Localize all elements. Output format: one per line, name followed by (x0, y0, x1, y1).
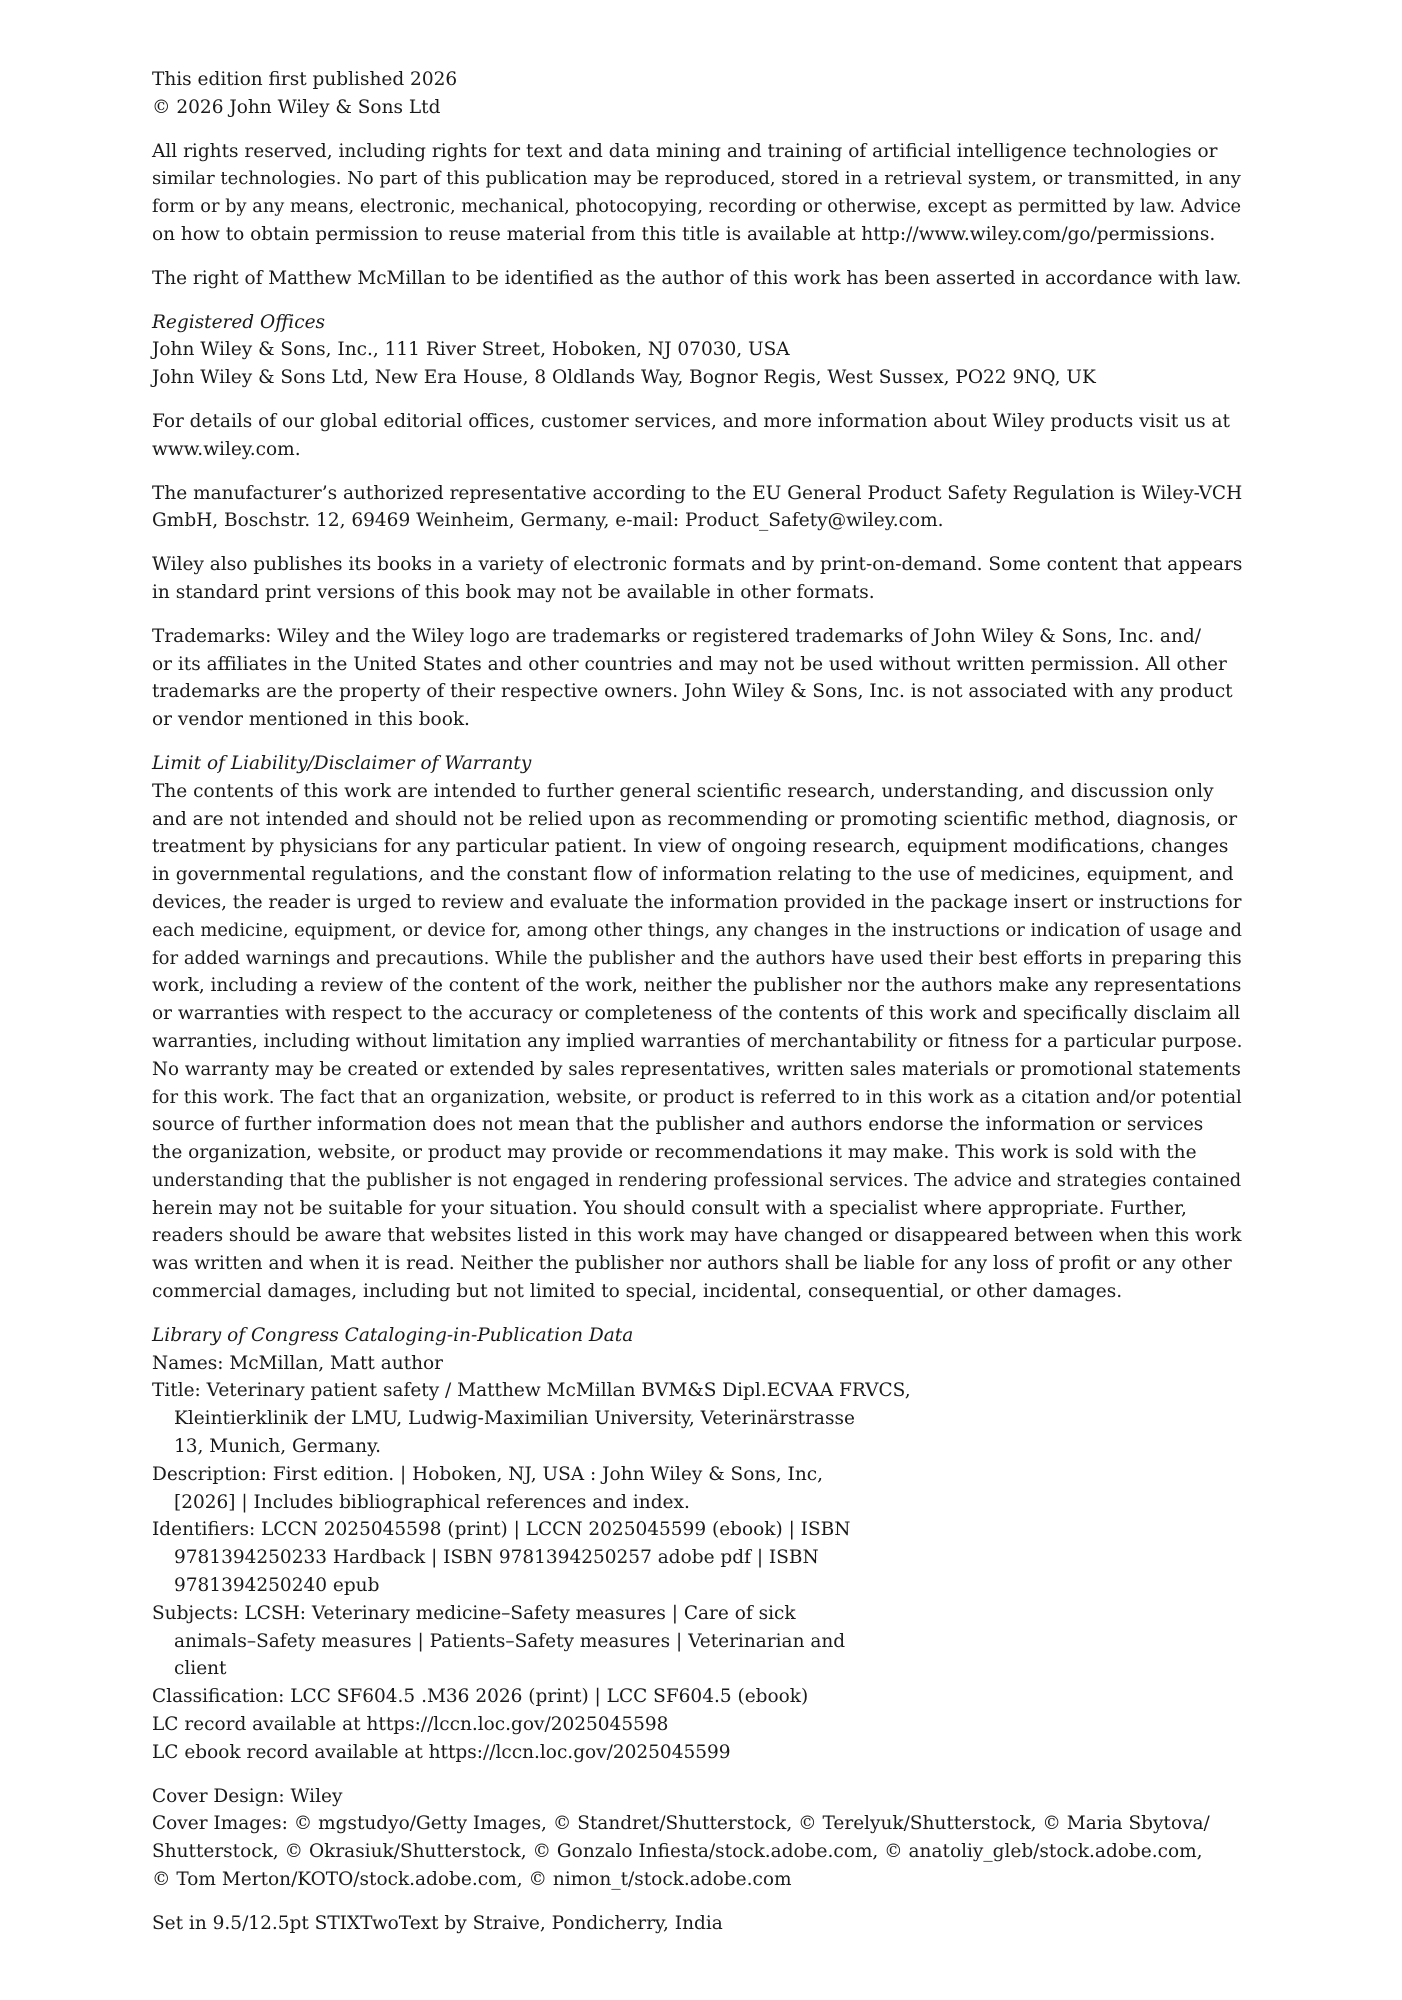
typesetting-note (152, 1910, 1242, 1938)
cataloging-data (152, 1322, 1242, 1767)
text-line: or warranties with respect to the accuracy or completeness of the contents of this work and specifically disclaim all (152, 1003, 1241, 1025)
eu-representative-paragraph (152, 480, 1242, 536)
cip-subjects-cont: client (174, 1658, 227, 1680)
text-line: The contents of this work are intended to further general scientific research, understanding, and discussion only (152, 780, 1214, 802)
text-line: each medicine, equipment, or device for, among other things, any changes in the instructions or indication of usage and (152, 919, 1242, 941)
typeset-line: Set in 9.5/12.5pt STIXTwoText by Straive, Pondicherry, India (152, 1912, 723, 1934)
text-line: For details of our global editorial offices, customer services, and more information about Wiley products visit us at (152, 410, 1230, 432)
office-address: John Wiley & Sons, Inc., 111 River Street, Hoboken, NJ 07030, USA (152, 339, 790, 361)
text-line: for this work. The fact that an organization, website, or product is referred to in this work as a citation and/or potential (152, 1086, 1242, 1108)
cip-names: Names: McMillan, Matt author (152, 1352, 444, 1374)
author-right-paragraph (152, 265, 1242, 293)
cip-description: Description: First edition. | Hoboken, NJ, USA : John Wiley & Sons, Inc, (152, 1463, 823, 1485)
text-line: The manufacturer’s authorized representative according to the EU General Product Safety Regulation is Wiley-VCH (152, 482, 1243, 504)
text-line: understanding that the publisher is not engaged in rendering professional services. The advice and strategies contained (152, 1169, 1242, 1191)
first-published-line: This edition first published 2026 (152, 69, 458, 90)
cip-subjects-cont: animals–Safety measures | Patients–Safety measures | Veterinarian and (174, 1630, 846, 1652)
text-line: All rights reserved, including rights for text and data mining and training of artificial intelligence technologies or (152, 140, 1218, 162)
office-address: John Wiley & Sons Ltd, New Era House, 8 Oldlands Way, Bognor Regis, West Sussex, PO22 9NQ, UK (152, 367, 1096, 389)
text-line: was written and when it is read. Neither the publisher nor authors shall be liable for any loss of profit or any other (152, 1253, 1232, 1275)
text-line: or its affiliates in the United States and other countries and may not be used without written permission. All other (152, 653, 1227, 675)
text-line: for added warnings and precautions. While the publisher and the authors have used their best efforts in preparing this (152, 947, 1242, 969)
copyright-line: © 2026 John Wiley & Sons Ltd (152, 96, 441, 118)
cover-credits (152, 1783, 1242, 1894)
text-line: herein may not be suitable for your situation. You should consult with a specialist where appropriate. Further, (152, 1197, 1187, 1219)
text-line: warranties, including without limitation any implied warranties of merchantability or fitness for a particular purpose. (152, 1030, 1243, 1052)
text-line: similar technologies. No part of this publication may be reproduced, stored in a retrieval system, or transmitted, in any (152, 168, 1241, 190)
cip-title-cont: 13, Munich, Germany. (174, 1436, 381, 1458)
cip-identifiers: Identifiers: LCCN 2025045598 (print) | LCCN 2025045599 (ebook) | ISBN (152, 1519, 851, 1541)
cover-images: Cover Images: © mgstudyo/Getty Images, © Standret/Shutterstock, © Terelyuk/Shutterstock, © Maria Sbytova/ (152, 1813, 1210, 1835)
text-line: trademarks are the property of their respective owners. John Wiley & Sons, Inc. is not associated with any product (152, 681, 1233, 703)
liability-disclaimer (152, 750, 1242, 1306)
cover-design: Cover Design: Wiley (152, 1785, 343, 1807)
cip-lc-record: LC record available at https://lccn.loc.gov/2025045598 (152, 1714, 669, 1736)
cip-title: Title: Veterinary patient safety / Matthew McMillan BVM&S Dipl.ECVAA FRVCS, (152, 1380, 911, 1402)
text-line: in standard print versions of this book may not be available in other formats. (152, 581, 875, 603)
text-line: the organization, website, or product may provide or recommendations it may make. This work is sold with the (152, 1142, 1197, 1164)
liability-heading: Limit of Liability/Disclaimer of Warranty (152, 752, 532, 774)
registered-offices-heading: Registered Offices (152, 311, 326, 333)
text-line: GmbH, Boschstr. 12, 69469 Weinheim, Germany, e-mail: Product_Safety@wiley.com. (152, 510, 944, 532)
cip-classification: Classification: LCC SF604.5 .M36 2026 (print) | LCC SF604.5 (ebook) (152, 1686, 809, 1708)
cover-images-cont: © Tom Merton/KOTO/stock.adobe.com, © nimon_t/stock.adobe.com (152, 1869, 792, 1891)
cover-images-cont: Shutterstock, © Okrasiuk/Shutterstock, © Gonzalo Infiesta/stock.adobe.com, © anatoliy_gleb/stock.adobe.com, (152, 1841, 1203, 1863)
text-line: No warranty may be created or extended by sales representatives, written sales materials or promotional statements (152, 1058, 1241, 1080)
text-line: work, including a review of the content of the work, neither the publisher nor the authors make any representations (152, 975, 1242, 997)
text-line: readers should be aware that websites listed in this work may have changed or disappeared between when this work (152, 1225, 1242, 1247)
text-line: www.wiley.com. (152, 438, 301, 460)
registered-offices (152, 309, 1242, 392)
trademarks-paragraph (152, 623, 1242, 734)
edition-info (152, 66, 1242, 122)
cip-heading: Library of Congress Cataloging-in-Publication Data (152, 1324, 634, 1346)
text-line: devices, the reader is urged to review and evaluate the information provided in the package insert or instructions for (152, 891, 1242, 913)
editorial-paragraph (152, 408, 1242, 464)
text-line: treatment by physicians for any particular patient. In view of ongoing research, equipment modifications, changes (152, 836, 1229, 858)
formats-paragraph (152, 551, 1242, 607)
text-line: form or by any means, electronic, mechanical, photocopying, recording or otherwise, except as permitted by law. Advice (152, 196, 1242, 218)
rights-paragraph (152, 138, 1242, 249)
text-line: source of further information does not mean that the publisher and authors endorse the information or services (152, 1114, 1204, 1136)
text-line: Trademarks: Wiley and the Wiley logo are trademarks or registered trademarks of John Wiley & Sons, Inc. and/ (152, 625, 1201, 647)
copyright-page (152, 66, 1242, 1954)
text-line: or vendor mentioned in this book. (152, 709, 470, 731)
text-line: commercial damages, including but not limited to special, incidental, consequential, or other damages. (152, 1281, 1123, 1303)
cip-lc-ebook-record: LC ebook record available at https://lccn.loc.gov/2025045599 (152, 1741, 731, 1763)
text-line: in governmental regulations, and the constant flow of information relating to the use of medicines, equipment, and (152, 864, 1234, 886)
cip-title-cont: Kleintierklinik der LMU, Ludwig-Maximilian University, Veterinärstrasse (174, 1408, 855, 1430)
cip-identifiers-cont: 9781394250233 Hardback | ISBN 9781394250257 adobe pdf | ISBN (174, 1547, 819, 1569)
cip-description-cont: [2026] | Includes bibliographical references and index. (174, 1491, 690, 1513)
text-line: Wiley also publishes its books in a variety of electronic formats and by print-on-demand. Some content that appears (152, 554, 1243, 576)
cip-identifiers-cont: 9781394250240 epub (174, 1575, 380, 1597)
cip-subjects: Subjects: LCSH: Veterinary medicine–Safety measures | Care of sick (152, 1602, 796, 1624)
text-line: on how to obtain permission to reuse material from this title is available at http://www.wiley.com/go/permissions. (152, 223, 1216, 245)
text-line: and are not intended and should not be relied upon as recommending or promoting scientific method, diagnosis, or (152, 808, 1238, 830)
text-line: The right of Matthew McMillan to be identified as the author of this work has been asserted in accordance with law. (152, 267, 1242, 289)
